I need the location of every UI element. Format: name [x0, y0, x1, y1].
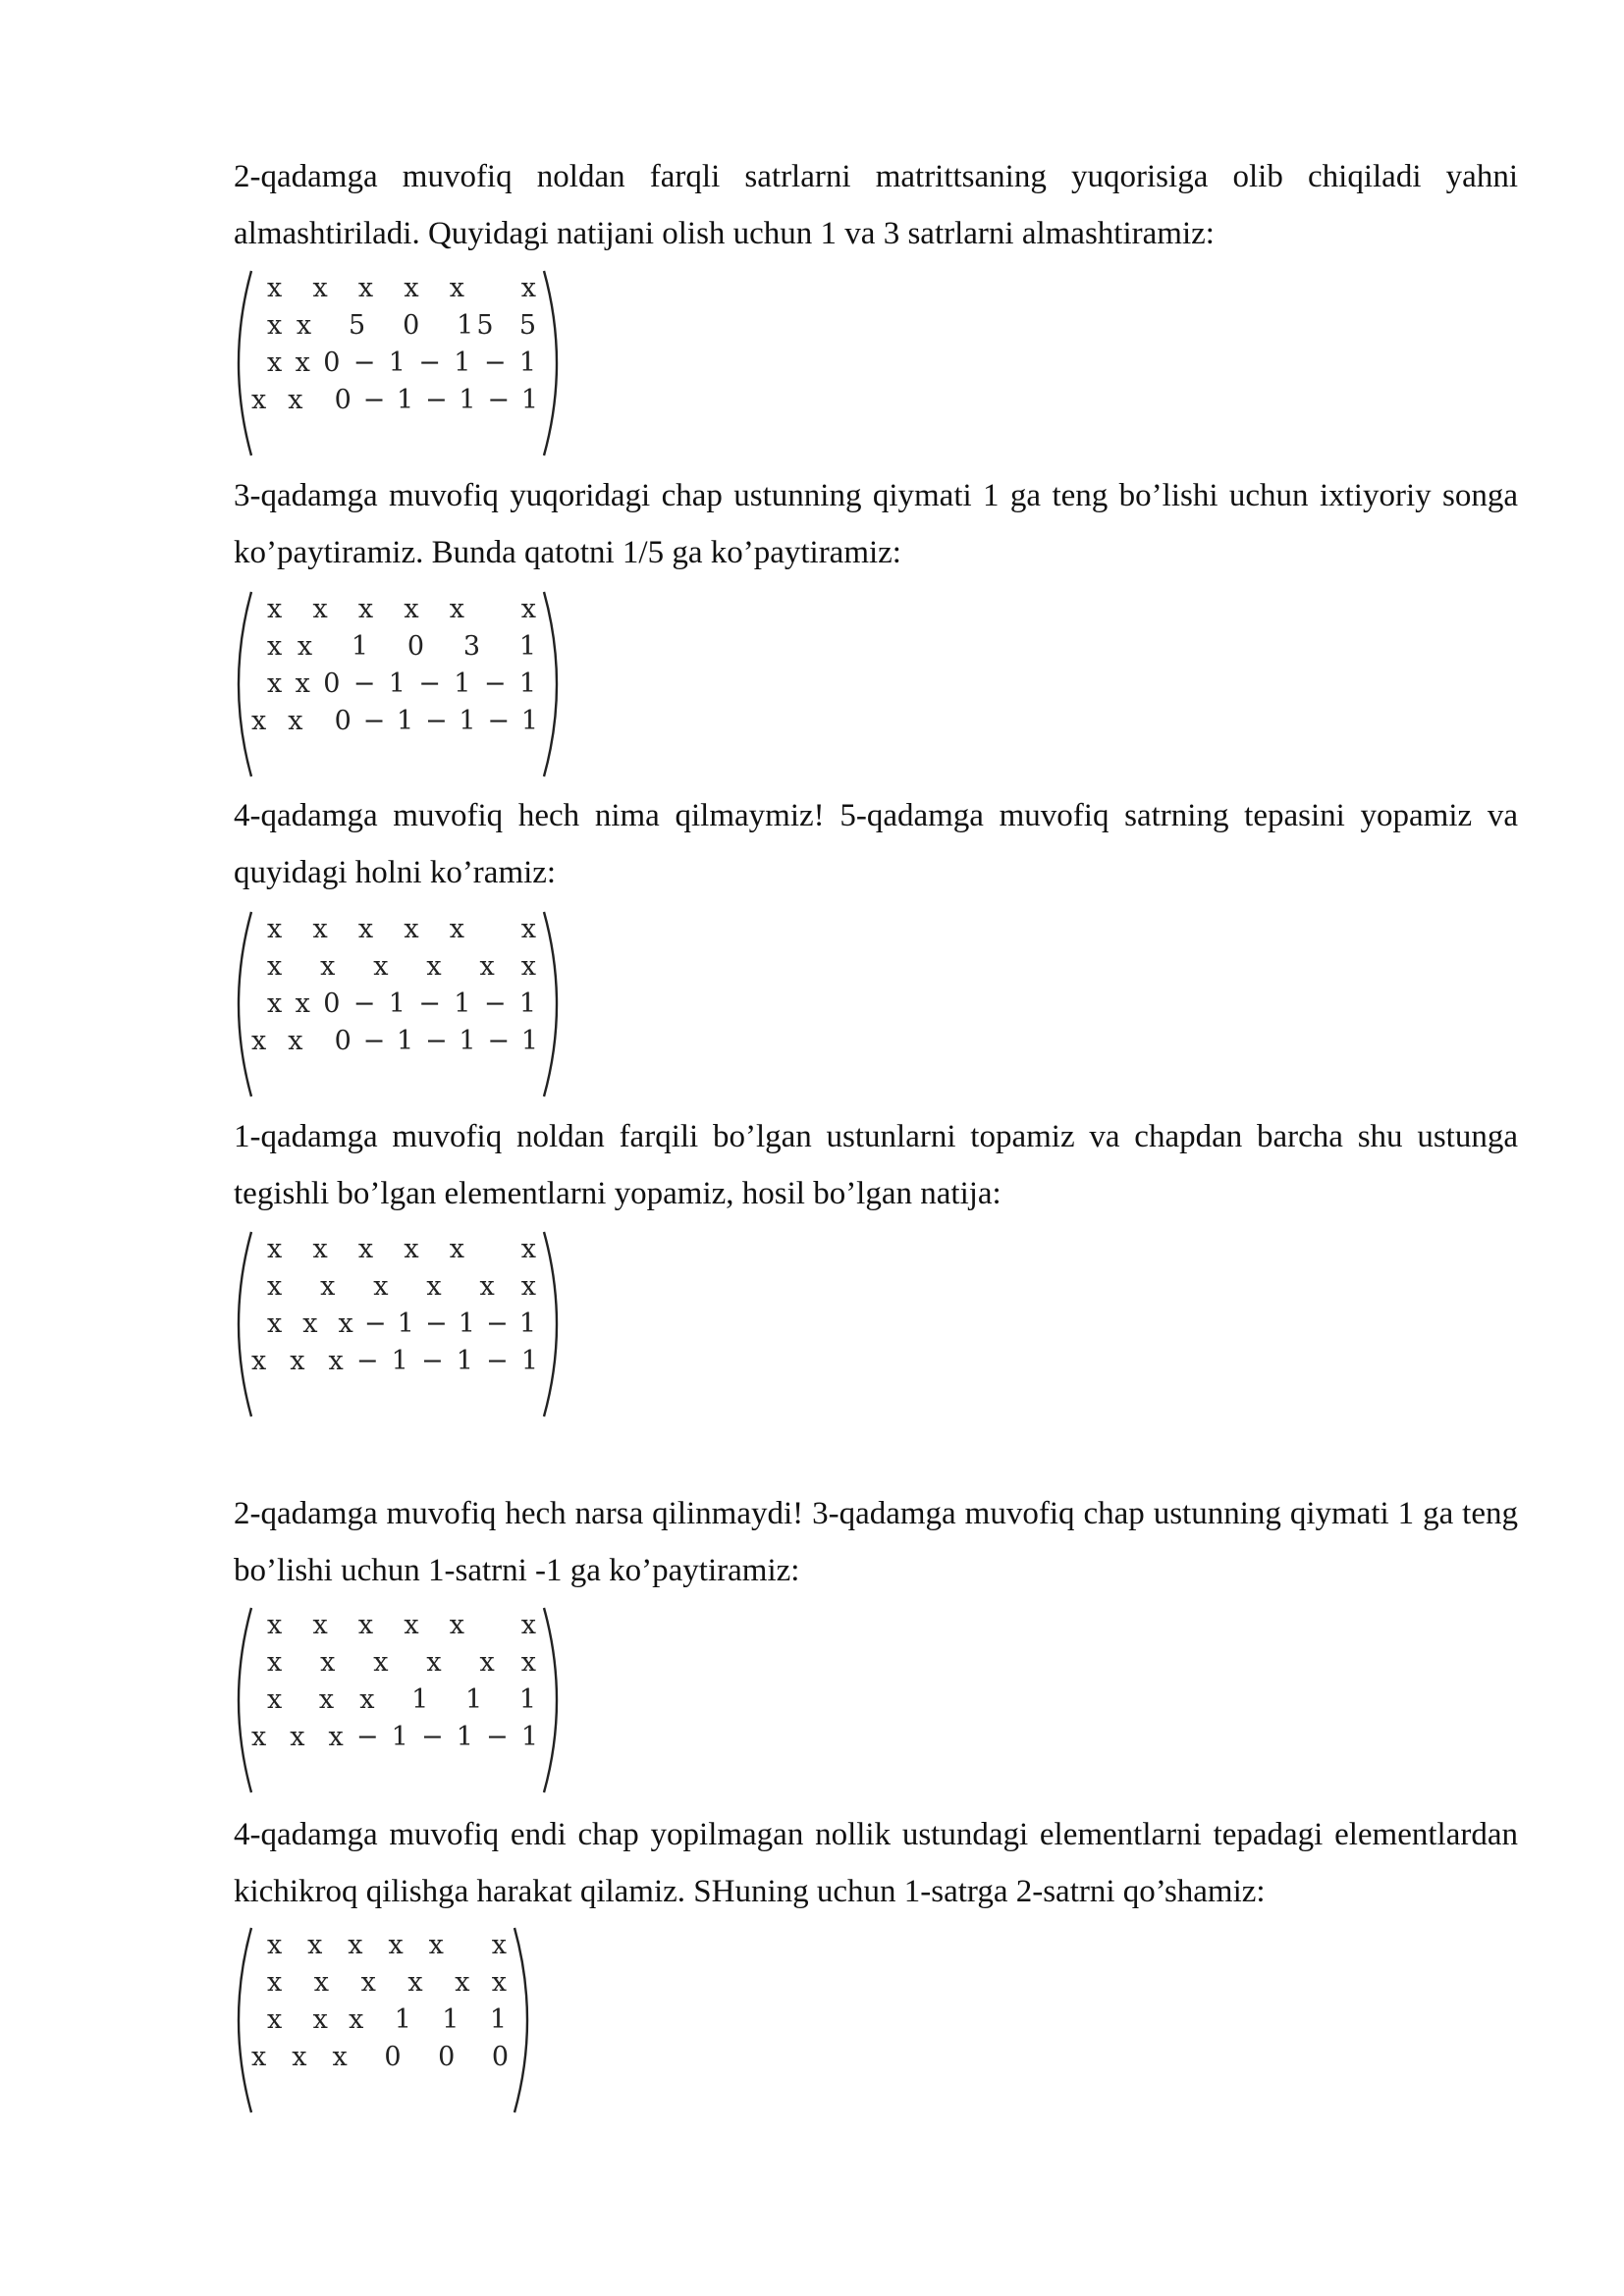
matrix-row: x x 5 0 15 5	[267, 310, 536, 341]
matrix-6	[232, 1924, 536, 2116]
matrix-row: x x x x x x	[267, 1930, 507, 1960]
matrix-row: x x x 1 1 1	[267, 1684, 536, 1715]
right-parenthesis	[514, 1928, 527, 2112]
matrix-row: x x 0 − 1 − 1 − 1	[267, 988, 536, 1019]
matrix-row: x x x x x x	[267, 914, 536, 944]
paragraph-step-5: 2-qadamga muvofiq hech narsa qilinmaydi! 3-qadamga muvofiq chap ustunning qiymati 1 ga teng bo’lishi uchun 1-satrni -1 ga ko’paytiramiz:	[234, 1496, 1518, 1588]
left-parenthesis	[239, 1608, 251, 1792]
right-parenthesis	[544, 1232, 557, 1416]
matrix-row: x x x x x x	[267, 1234, 536, 1264]
matrix-row: x x x − 1 − 1 − 1	[251, 1346, 538, 1376]
matrix-row: x x x x x x	[267, 1271, 536, 1302]
matrix-svg	[232, 1228, 566, 1420]
left-parenthesis	[239, 271, 251, 455]
matrix-row: x x 0 − 1 − 1 − 1	[251, 1026, 538, 1056]
matrix-row: x x x − 1 − 1 − 1	[267, 1308, 536, 1339]
matrix-row: x x 0 − 1 − 1 − 1	[251, 385, 538, 415]
matrix-row: x x x x x x	[267, 1647, 536, 1678]
right-parenthesis	[544, 271, 557, 455]
left-parenthesis	[239, 912, 251, 1096]
paragraph-step-2: 3-qadamga muvofiq yuqoridagi chap ustunning qiymati 1 ga teng bo’lishi uchun ixtiyoriy songa ko’paytiramiz. Bunda qatotni 1/5 ga ko’paytiramiz:	[234, 478, 1518, 570]
matrix-4	[232, 1228, 566, 1420]
right-parenthesis	[544, 912, 557, 1096]
matrix-2	[232, 588, 566, 780]
paragraph-step-3: 4-qadamga muvofiq hech nima qilmaymiz! 5-qadamga muvofiq satrning tepasini yopamiz va quyidagi holni ko’ramiz:	[234, 798, 1518, 890]
matrix-row: x x 0 − 1 − 1 − 1	[267, 668, 536, 699]
matrix-row: x x x 1 1 1	[267, 2004, 507, 2035]
matrix-row: x x 0 − 1 − 1 − 1	[251, 706, 538, 736]
left-parenthesis	[239, 1232, 251, 1416]
matrix-row: x x x x x x	[267, 594, 536, 624]
matrix-svg	[232, 267, 566, 459]
right-parenthesis	[544, 1608, 557, 1792]
matrix-1	[232, 267, 566, 459]
paragraph-step-4: 1-qadamga muvofiq noldan farqili bo’lgan ustunlarni topamiz va chapdan barcha shu ustunga tegishli bo’lgan elementlarni yopamiz, hosil bo’lgan natija:	[234, 1119, 1518, 1211]
matrix-row: x x x x x x	[267, 273, 536, 303]
paragraph-step-1: 2-qadamga muvofiq noldan farqli satrlarni matrittsaning yuqorisiga olib chiqiladi yahni almashtiriladi. Quyidagi natijani olish uchun 1 va 3 satrlarni almashtiramiz:	[234, 159, 1518, 251]
paragraph-step-6: 4-qadamga muvofiq endi chap yopilmagan nollik ustundagi elementlarni tepadagi elementlardan kichikroq qilishga harakat qilamiz. SHuning uchun 1-satrga 2-satrni qo’shamiz:	[234, 1817, 1518, 1909]
matrix-svg	[232, 1604, 566, 1796]
matrix-row: x x 0 − 1 − 1 − 1	[267, 347, 536, 378]
matrix-5	[232, 1604, 566, 1796]
left-parenthesis	[239, 592, 251, 776]
right-parenthesis	[544, 592, 557, 776]
matrix-row: x x x x x x	[267, 1610, 536, 1640]
left-parenthesis	[239, 1928, 251, 2112]
matrix-svg	[232, 1924, 536, 2116]
matrix-row: x x x 0 0 0	[251, 2042, 509, 2072]
matrix-svg	[232, 908, 566, 1100]
matrix-row: x x x − 1 − 1 − 1	[251, 1722, 538, 1752]
matrix-3	[232, 908, 566, 1100]
matrix-row: x x x x x x	[267, 951, 536, 982]
matrix-row: x x x x x x	[267, 1967, 507, 1998]
matrix-row: x x 1 0 3 1	[267, 631, 536, 662]
matrix-svg	[232, 588, 566, 780]
